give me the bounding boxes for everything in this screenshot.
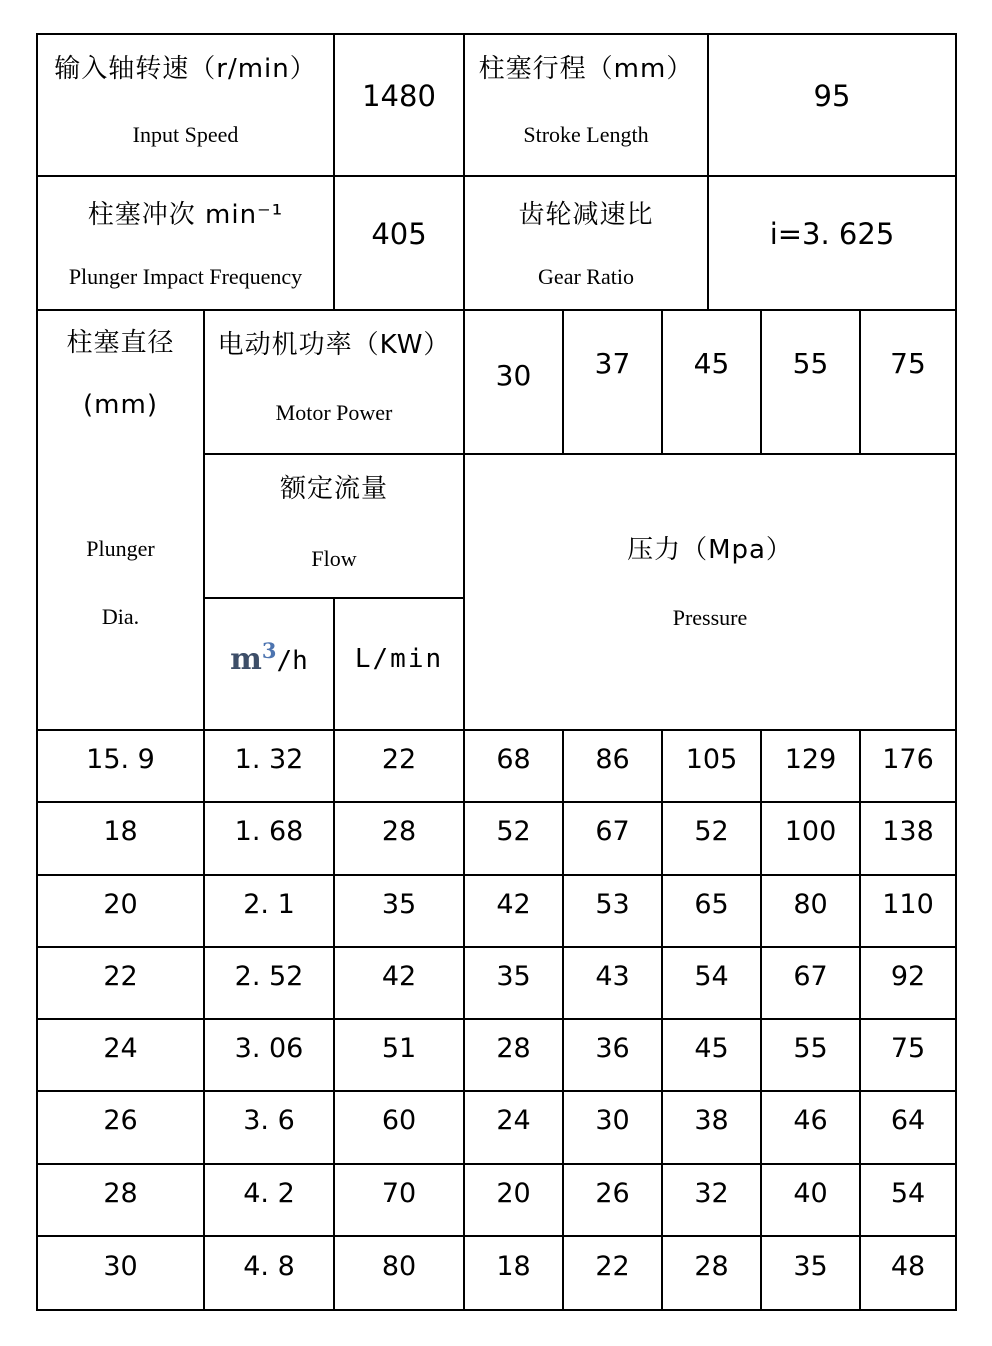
cell-value: 45 [694, 1033, 729, 1065]
table-cell [762, 948, 861, 1020]
flow-unit-lmin: L/min [354, 644, 444, 674]
plunger-impact-label-zh: 柱塞冲次 min⁻¹ [87, 200, 284, 230]
plunger-dia-label-zh: 柱塞直径 [66, 328, 175, 358]
table-cell [663, 803, 762, 875]
table-cell [335, 876, 465, 948]
table-cell [762, 1020, 861, 1092]
cell-value: 75 [890, 1033, 926, 1065]
table-cell [564, 1092, 663, 1164]
table-cell [762, 731, 861, 803]
table-cell [38, 731, 205, 803]
table-cell [38, 803, 205, 875]
table-cell [205, 1092, 335, 1164]
cell-value: 2. 52 [234, 960, 304, 992]
cell-value: 4. 2 [243, 1177, 295, 1209]
cell-value: 18 [496, 1250, 531, 1282]
table-cell [465, 1092, 564, 1164]
table-cell [564, 876, 663, 948]
cell-value: 26 [595, 1177, 630, 1209]
table-cell [465, 876, 564, 948]
stroke-length-label-en: Stroke Length [523, 122, 649, 147]
pump-spec-table [36, 33, 957, 1311]
cell-value: 28 [103, 1177, 138, 1209]
table-cell [335, 1165, 465, 1237]
motor-power-value-4: 75 [890, 347, 926, 380]
table-cell [663, 1237, 762, 1309]
motor-power-value-3: 55 [792, 347, 829, 380]
cell-plunger-impact-label [38, 177, 335, 311]
pressure-label-en: Pressure [672, 605, 748, 630]
table-cell [564, 1020, 663, 1092]
pressure-label-zh: 压力（Mpa） [627, 535, 793, 565]
m3-per-hour: /h [276, 645, 308, 676]
plunger-impact-value: 405 [371, 217, 427, 251]
cell-value: 22 [595, 1250, 630, 1282]
table-cell [38, 1020, 205, 1092]
plunger-dia-label-en1: Plunger [86, 536, 155, 561]
table-cell [335, 803, 465, 875]
cell-value: 138 [882, 816, 934, 848]
cell-value: 30 [595, 1105, 630, 1137]
cell-value: 26 [103, 1105, 138, 1137]
cell-value: 1. 68 [234, 816, 304, 848]
table-cell [564, 1237, 663, 1309]
motor-power-value-1: 37 [594, 347, 631, 380]
table-cell [861, 803, 955, 875]
cell-input-speed-label [38, 35, 335, 177]
cell-value: 52 [496, 816, 531, 848]
table-cell [465, 803, 564, 875]
cell-value: 32 [694, 1177, 729, 1209]
cell-value: 52 [694, 816, 729, 848]
table-cell [465, 1165, 564, 1237]
cell-value: 28 [381, 816, 417, 848]
m3-superscript: 3 [261, 637, 277, 663]
cell-value: 20 [103, 888, 138, 920]
gear-ratio-value: i=3. 625 [769, 217, 895, 251]
cell-gear-ratio-value [709, 177, 955, 311]
cell-value: 100 [784, 816, 837, 848]
cell-value: 55 [793, 1033, 828, 1065]
cell-value: 22 [381, 744, 417, 776]
cell-pressure-header [465, 455, 955, 731]
table-cell [564, 731, 663, 803]
cell-value: 110 [882, 888, 934, 920]
input-speed-label-en: Input Speed [132, 122, 239, 147]
cell-value: 35 [381, 888, 417, 920]
cell-value: 3. 06 [234, 1033, 304, 1065]
cell-flow-header [205, 455, 465, 599]
flow-label-zh: 额定流量 [279, 474, 388, 504]
cell-value: 60 [381, 1105, 417, 1137]
cell-stroke-length-value [709, 35, 955, 177]
table-cell [205, 948, 335, 1020]
table-cell [335, 948, 465, 1020]
cell-value: 40 [793, 1177, 828, 1209]
cell-value: 24 [103, 1033, 138, 1065]
table-cell [861, 731, 955, 803]
cell-value: 54 [890, 1177, 926, 1209]
cell-motor-power-45 [663, 311, 762, 455]
cell-value: 38 [694, 1105, 729, 1137]
table-cell [465, 1020, 564, 1092]
cell-value: 28 [496, 1033, 531, 1065]
cell-value: 48 [890, 1250, 926, 1282]
table-cell [335, 1092, 465, 1164]
table-cell [663, 876, 762, 948]
table-cell [38, 1092, 205, 1164]
cell-value: 3. 6 [243, 1105, 295, 1137]
plunger-impact-label-en: Plunger Impact Frequency [68, 264, 303, 289]
cell-motor-power-75 [861, 311, 955, 455]
cell-input-speed-value [335, 35, 465, 177]
table-cell [205, 803, 335, 875]
table-cell [861, 1092, 955, 1164]
cell-value: 67 [793, 960, 828, 992]
table-cell [205, 1237, 335, 1309]
table-cell [762, 1165, 861, 1237]
cell-value: 176 [882, 744, 934, 776]
cell-value: 24 [496, 1105, 531, 1137]
cell-motor-power-header [205, 311, 465, 455]
table-cell [762, 803, 861, 875]
table-cell [335, 1020, 465, 1092]
cell-value: 42 [381, 960, 417, 992]
cell-value: 129 [784, 744, 837, 776]
cell-flow-unit-m3h [205, 599, 335, 731]
cell-motor-power-55 [762, 311, 861, 455]
cell-value: 22 [103, 960, 138, 992]
cell-value: 42 [496, 888, 531, 920]
table-cell [861, 1020, 955, 1092]
cell-motor-power-37 [564, 311, 663, 455]
cell-value: 15. 9 [86, 744, 155, 776]
table-cell [205, 1165, 335, 1237]
cell-value: 43 [595, 960, 630, 992]
cell-value: 64 [890, 1105, 926, 1137]
plunger-dia-label-en2: Dia. [101, 604, 140, 629]
table-cell [38, 1165, 205, 1237]
table-cell [861, 876, 955, 948]
cell-value: 92 [890, 960, 926, 992]
cell-gear-ratio-label [465, 177, 709, 311]
cell-value: 67 [595, 816, 630, 848]
table-cell [663, 1165, 762, 1237]
table-cell [861, 1237, 955, 1309]
cell-plunger-dia-header [38, 311, 205, 731]
stroke-length-label-zh: 柱塞行程（mm） [478, 54, 694, 84]
cell-value: 2. 1 [243, 888, 295, 920]
table-cell [861, 948, 955, 1020]
input-speed-label-zh: 输入轴转速（r/min） [54, 54, 317, 84]
table-cell [205, 876, 335, 948]
table-cell [38, 876, 205, 948]
cell-value: 36 [595, 1033, 630, 1065]
cell-value: 51 [381, 1033, 417, 1065]
cell-value: 1. 32 [234, 744, 304, 776]
table-cell [663, 731, 762, 803]
cell-value: 35 [793, 1250, 828, 1282]
gear-ratio-label-en: Gear Ratio [538, 264, 634, 289]
cell-stroke-length-label [465, 35, 709, 177]
table-cell [663, 1020, 762, 1092]
cell-value: 65 [694, 888, 729, 920]
cell-value: 80 [381, 1250, 417, 1282]
cell-value: 28 [694, 1250, 729, 1282]
cell-value: 30 [103, 1250, 138, 1282]
cell-value: 80 [793, 888, 828, 920]
motor-power-label-en: Motor Power [275, 400, 393, 425]
table-cell [762, 1237, 861, 1309]
cell-plunger-impact-value [335, 177, 465, 311]
table-cell [861, 1165, 955, 1237]
cell-value: 35 [496, 960, 531, 992]
cell-value: 105 [685, 744, 738, 776]
table-cell [762, 876, 861, 948]
table-cell [762, 1092, 861, 1164]
cell-value: 68 [496, 744, 531, 776]
cell-flow-unit-lmin [335, 599, 465, 731]
cell-value: 4. 8 [243, 1250, 295, 1282]
cell-value: 86 [595, 744, 630, 776]
motor-power-value-0: 30 [495, 359, 532, 392]
table-cell [564, 1165, 663, 1237]
table-cell [205, 731, 335, 803]
flow-unit-m3h [230, 637, 308, 677]
gear-ratio-label-zh: 齿轮减速比 [518, 200, 654, 230]
table-cell [465, 948, 564, 1020]
table-cell [38, 1237, 205, 1309]
cell-value: 54 [694, 960, 729, 992]
table-cell [335, 1237, 465, 1309]
cell-value: 70 [381, 1177, 417, 1209]
cell-value: 46 [793, 1105, 828, 1137]
table-cell [38, 948, 205, 1020]
table-cell [663, 1092, 762, 1164]
motor-power-value-2: 45 [693, 347, 730, 380]
m3-base: m [230, 641, 262, 677]
input-speed-value: 1480 [362, 79, 436, 113]
table-cell [663, 948, 762, 1020]
cell-value: 53 [595, 888, 630, 920]
table-cell [465, 731, 564, 803]
plunger-dia-unit: (mm) [83, 390, 158, 420]
cell-value: 20 [496, 1177, 531, 1209]
table-cell [465, 1237, 564, 1309]
motor-power-label-zh: 电动机功率（KW） [217, 330, 451, 360]
table-cell [335, 731, 465, 803]
stroke-length-value: 95 [813, 79, 851, 113]
cell-motor-power-30 [465, 311, 564, 455]
table-cell [205, 1020, 335, 1092]
table-cell [564, 803, 663, 875]
table-cell [564, 948, 663, 1020]
cell-value: 18 [103, 816, 138, 848]
flow-label-en: Flow [311, 546, 357, 571]
